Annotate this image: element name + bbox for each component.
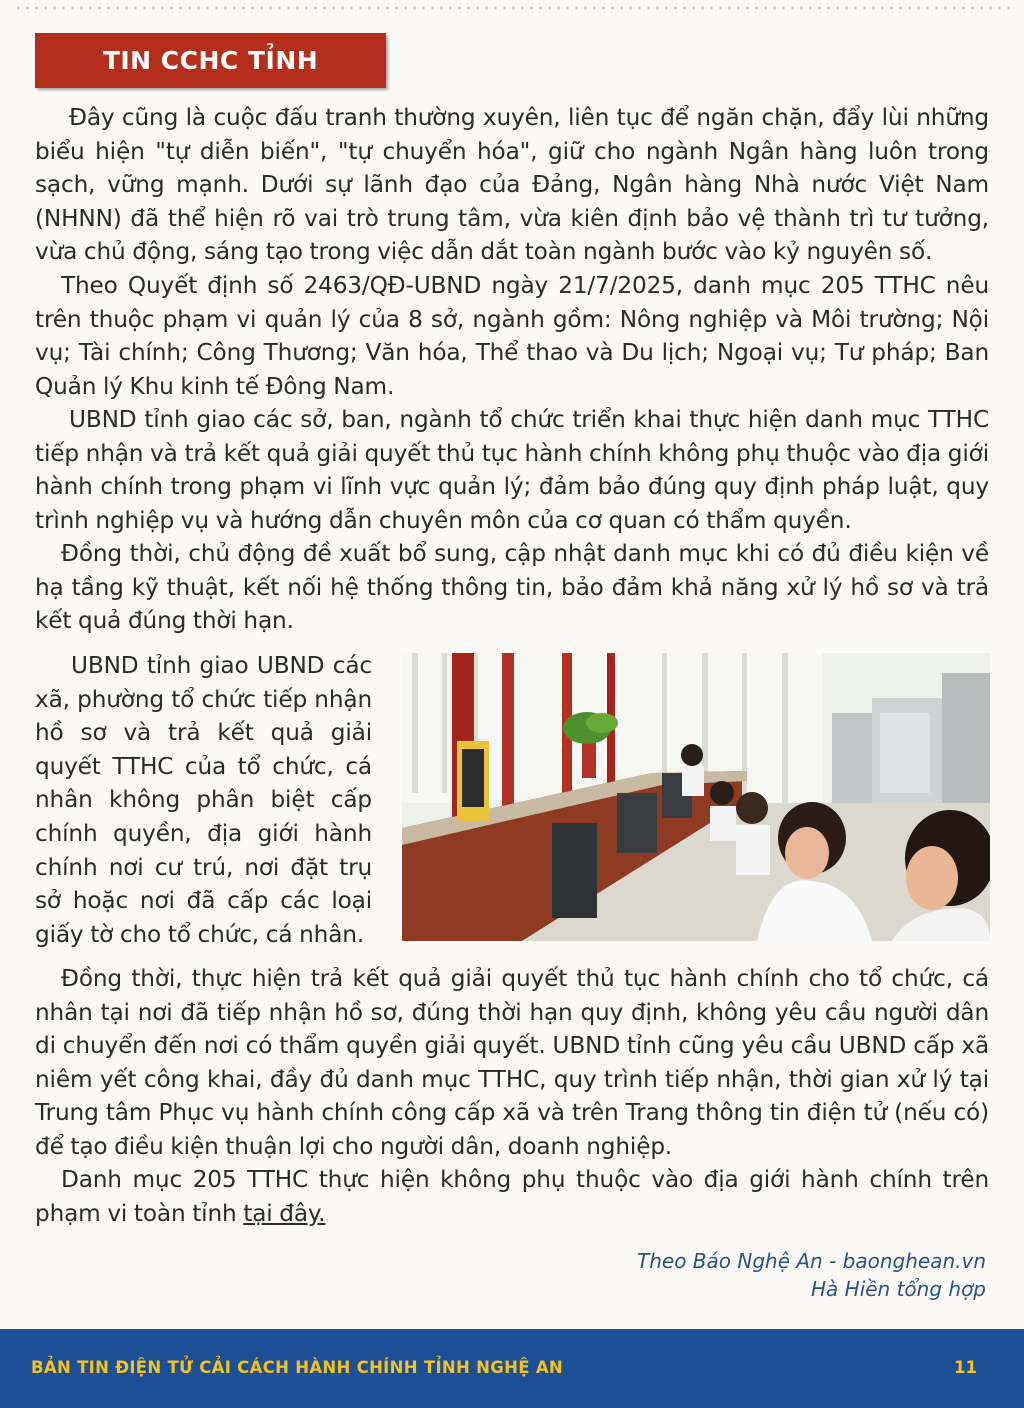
paragraph-2: Theo Quyết định số 2463/QĐ-UBND ngày 21/7/2025, danh mục 205 TTHC nêu trên thuộc phạm vi quản lý của 8 sở, ngành gồm: Nông nghiệp và Môi trường; Nội vụ; Tài chính; Công Thương; Văn hóa, Thể thao và Du lịch; Ngoại vụ; Tư pháp; Ban Quản lý Khu kinh tế Đông Nam. xyxy=(35,272,989,400)
source-line-2: Hà Hiền tổng hợp xyxy=(811,1277,986,1301)
paragraph-7-text: Danh mục 205 TTHC thực hiện không phụ thuộc vào địa giới hành chính trên phạm vi toàn tỉnh xyxy=(35,1166,989,1227)
paragraph-1: Đây cũng là cuộc đấu tranh thường xuyên, liên tục để ngăn chặn, đẩy lùi những biểu hiện "tự diễn biến", "tự chuyển hóa", giữ cho ngành Ngân hàng luôn trong sạch, vững mạnh. Dưới sự lãnh đạo của Đảng, Ngân hàng Nhà nước Việt Nam (NHNN) đã thể hiện rõ vai trò trung tâm, vừa kiên định bảo vệ thành trì tư tưởng, vừa chủ động, sáng tạo trong việc dẫn dắt toàn ngành bước vào kỷ nguyên số. xyxy=(35,104,989,266)
paragraph-6: Đồng thời, thực hiện trả kết quả giải quyết thủ tục hành chính cho tổ chức, cá nhân tại nơi đã tiếp nhận hồ sơ, đúng thời hạn quy định, không yêu cầu người dân di chuyển đến nơi có thẩm quyền giải quyết. UBND tỉnh cũng yêu cầu UBND cấp xã niêm yết công khai, đầy đủ danh mục TTHC, quy trình tiếp nhận, thời gian xử lý tại Trung tâm Phục vụ hành chính công cấp xã và trên Trang thông tin điện tử (nếu có) để tạo điều kiện thuận lợi cho người dân, doanh nghiệp. xyxy=(35,965,989,1160)
footer-title: BẢN TIN ĐIỆN TỬ CẢI CÁCH HÀNH CHÍNH TỈNH NGHỆ AN xyxy=(31,1358,563,1377)
source-line-1: Theo Báo Nghệ An - baonghean.vn xyxy=(637,1249,986,1273)
source-credit xyxy=(566,1247,986,1303)
paragraph-5: UBND tỉnh giao UBND các xã, phường tổ chức tiếp nhận hồ sơ và trả kết quả giải quyết TTHC của tổ chức, cá nhân không phân biệt cấp chính quyền, địa giới hành chính nơi cư trú, nơi đặt trụ sở hoặc nơi đã cấp các loại giấy tờ cho tổ chức, cá nhân. xyxy=(35,652,372,948)
footer-bar xyxy=(0,1329,1024,1408)
top-dotted-border xyxy=(14,6,1010,10)
page-number: 11 xyxy=(954,1358,977,1377)
here-link[interactable]: tại đây. xyxy=(243,1199,326,1227)
office-service-counter-photo xyxy=(402,653,990,941)
paragraph-3: UBND tỉnh giao các sở, ban, ngành tổ chức triển khai thực hiện danh mục TTHC tiếp nhận và trả kết quả giải quyết thủ tục hành chính không phụ thuộc vào địa giới hành chính trong phạm vi lĩnh vực quản lý; đảm bảo đúng quy định pháp luật, quy trình nghiệp vụ và hướng dẫn chuyên môn của cơ quan có thẩm quyền. xyxy=(35,406,989,534)
paragraph-4: Đồng thời, chủ động đề xuất bổ sung, cập nhật danh mục khi có đủ điều kiện về hạ tầng kỹ thuật, kết nối hệ thống thông tin, bảo đảm khả năng xử lý hồ sơ và trả kết quả đúng thời hạn. xyxy=(35,540,989,635)
paragraph-7 xyxy=(35,1163,989,1230)
section-title-banner xyxy=(35,33,386,88)
section-title: TIN CCHC TỈNH xyxy=(102,46,319,75)
